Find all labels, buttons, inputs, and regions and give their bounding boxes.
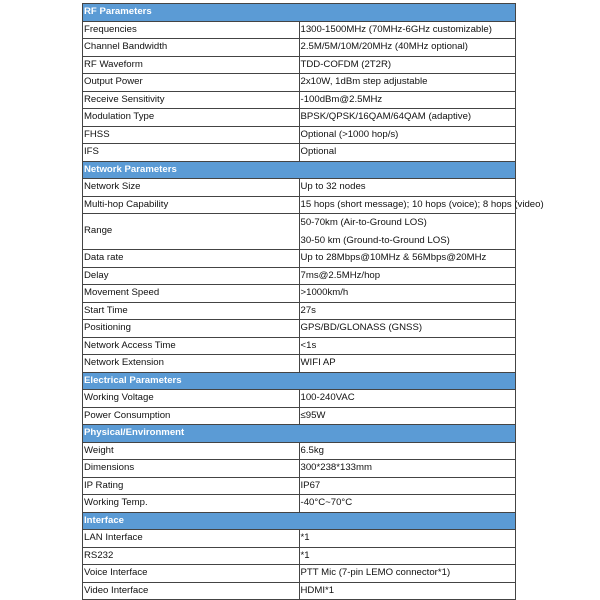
row-value — [299, 302, 516, 320]
section-header-network-parameters — [83, 161, 516, 179]
value-line: 2x10W, 1dBm step adjustable — [300, 76, 428, 87]
section-header-physical-environment — [83, 425, 516, 443]
row-label: Network Access Time — [83, 337, 300, 355]
value-line: <1s — [300, 339, 317, 351]
row-label: FHSS — [83, 126, 300, 144]
value-line: 27s — [300, 304, 316, 316]
table-row-ifs — [83, 144, 516, 162]
row-value — [299, 91, 516, 109]
row-value — [299, 442, 516, 460]
value-line: 300*238*133mm — [300, 462, 372, 473]
row-label: Start Time — [83, 302, 300, 320]
table-row-network-access-time — [83, 337, 516, 355]
row-label: Video Interface — [83, 582, 300, 600]
row-label: Working Voltage — [83, 390, 300, 408]
table-row-start-time — [83, 302, 516, 320]
row-value — [299, 267, 516, 285]
row-value — [299, 196, 544, 214]
table-row-data-rate — [83, 250, 516, 268]
row-label: Frequencies — [83, 21, 300, 39]
table-row-receive-sensitivity — [83, 91, 516, 109]
table-row-power-consumption — [83, 407, 516, 425]
row-label: RF Waveform — [83, 56, 300, 74]
row-label: Output Power — [83, 74, 300, 92]
table-row-modulation-type — [83, 109, 516, 127]
section-header-rf-parameters — [83, 4, 516, 22]
row-value — [299, 390, 516, 408]
value-line: Up to 32 nodes — [300, 181, 366, 192]
table-row-multi-hop-capability — [83, 196, 516, 214]
value-line: 1300-1500MHz (70MHz-6GHz customizable) — [300, 23, 492, 35]
row-value — [299, 109, 516, 127]
value-line: WIFI AP — [300, 357, 336, 368]
table-row-video-interface — [83, 582, 516, 600]
table-row-delay — [83, 267, 516, 285]
table-row-voice-interface — [83, 565, 516, 583]
row-label: Receive Sensitivity — [83, 91, 300, 109]
row-value — [299, 39, 516, 57]
table-row-lan-interface — [83, 530, 516, 548]
value-line: *1 — [300, 549, 310, 561]
table-row-range — [83, 214, 516, 250]
table-row-positioning — [83, 320, 516, 338]
value-line: PTT Mic (7-pin LEMO connector*1) — [300, 567, 451, 578]
row-value — [299, 477, 516, 495]
value-line: 15 hops (short message); 10 hops (voice); 8 hops (video) — [300, 198, 544, 210]
value-line: GPS/BD/GLONASS (GNSS) — [300, 322, 423, 333]
row-label: Power Consumption — [83, 407, 300, 425]
row-value — [299, 285, 516, 303]
section-title: Network Parameters — [83, 161, 516, 179]
value-line: Optional (>1000 hop/s) — [300, 128, 399, 140]
value-line: ≤95W — [300, 409, 326, 421]
value-line: IP67 — [300, 479, 321, 491]
row-value — [299, 214, 516, 250]
value-line: 30-50 km (Ground-to-Ground LOS) — [300, 234, 450, 246]
row-value — [299, 250, 516, 268]
row-value — [299, 495, 516, 513]
table-row-network-extension — [83, 355, 516, 373]
value-line: *1 — [300, 532, 310, 543]
row-label: Movement Speed — [83, 285, 300, 303]
row-label: Channel Bandwidth — [83, 39, 300, 57]
row-label: Weight — [83, 442, 300, 460]
value-line: 7ms@2.5MHz/hop — [300, 269, 381, 281]
row-value — [299, 460, 516, 478]
table-row-movement-speed — [83, 285, 516, 303]
row-label: Voice Interface — [83, 565, 300, 583]
spec-table — [82, 3, 544, 600]
row-label: Network Extension — [83, 355, 300, 373]
row-label: IFS — [83, 144, 300, 162]
row-label: Working Temp. — [83, 495, 300, 513]
table-row-rf-waveform — [83, 56, 516, 74]
row-label: LAN Interface — [83, 530, 300, 548]
section-title: Electrical Parameters — [83, 372, 516, 390]
row-value — [299, 355, 516, 373]
row-value — [299, 530, 516, 548]
row-value — [299, 337, 516, 355]
value-line: HDMI*1 — [300, 584, 335, 596]
row-label: Positioning — [83, 320, 300, 338]
row-label: Dimensions — [83, 460, 300, 478]
section-header-interface — [83, 512, 516, 530]
value-line: 6.5kg — [300, 444, 324, 456]
row-value — [299, 74, 516, 92]
value-line: BPSK/QPSK/16QAM/64QAM (adaptive) — [300, 111, 472, 122]
section-title: Interface — [83, 512, 516, 530]
table-row-output-power — [83, 74, 516, 92]
row-value — [299, 179, 516, 197]
row-label: Network Size — [83, 179, 300, 197]
table-row-rs232 — [83, 547, 516, 565]
table-row-channel-bandwidth — [83, 39, 516, 57]
row-label: Modulation Type — [83, 109, 300, 127]
value-line: Optional — [300, 146, 337, 157]
row-label: Multi-hop Capability — [83, 196, 300, 214]
row-value — [299, 320, 516, 338]
value-line: -100dBm@2.5MHz — [300, 93, 383, 105]
value-line: Up to 28Mbps@10MHz & 56Mbps@20MHz — [300, 252, 487, 263]
table-row-working-temp — [83, 495, 516, 513]
row-value — [299, 407, 516, 425]
value-line: 50-70km (Air-to-Ground LOS) — [300, 217, 427, 228]
table-row-weight — [83, 442, 516, 460]
section-title: RF Parameters — [83, 4, 516, 22]
table-row-dimensions — [83, 460, 516, 478]
table-row-ip-rating — [83, 477, 516, 495]
row-value — [299, 126, 516, 144]
row-value — [299, 144, 516, 162]
row-value — [299, 565, 516, 583]
row-label: IP Rating — [83, 477, 300, 495]
table-row-working-voltage — [83, 390, 516, 408]
row-label: RS232 — [83, 547, 300, 565]
table-row-frequencies — [83, 21, 516, 39]
section-title: Physical/Environment — [83, 425, 516, 443]
value-line: >1000km/h — [300, 287, 349, 298]
section-header-electrical-parameters — [83, 372, 516, 390]
row-value — [299, 21, 516, 39]
row-value — [299, 582, 516, 600]
row-label: Delay — [83, 267, 300, 285]
value-line: 2.5M/5M/10M/20MHz (40MHz optional) — [300, 41, 468, 52]
table-row-network-size — [83, 179, 516, 197]
row-value — [299, 547, 516, 565]
value-line: -40°C~70°C — [300, 497, 353, 508]
table-row-fhss — [83, 126, 516, 144]
value-line: TDD-COFDM (2T2R) — [300, 58, 392, 70]
value-line: 100-240VAC — [300, 392, 355, 403]
row-label: Range — [83, 214, 300, 250]
row-value — [299, 56, 516, 74]
row-label: Data rate — [83, 250, 300, 268]
